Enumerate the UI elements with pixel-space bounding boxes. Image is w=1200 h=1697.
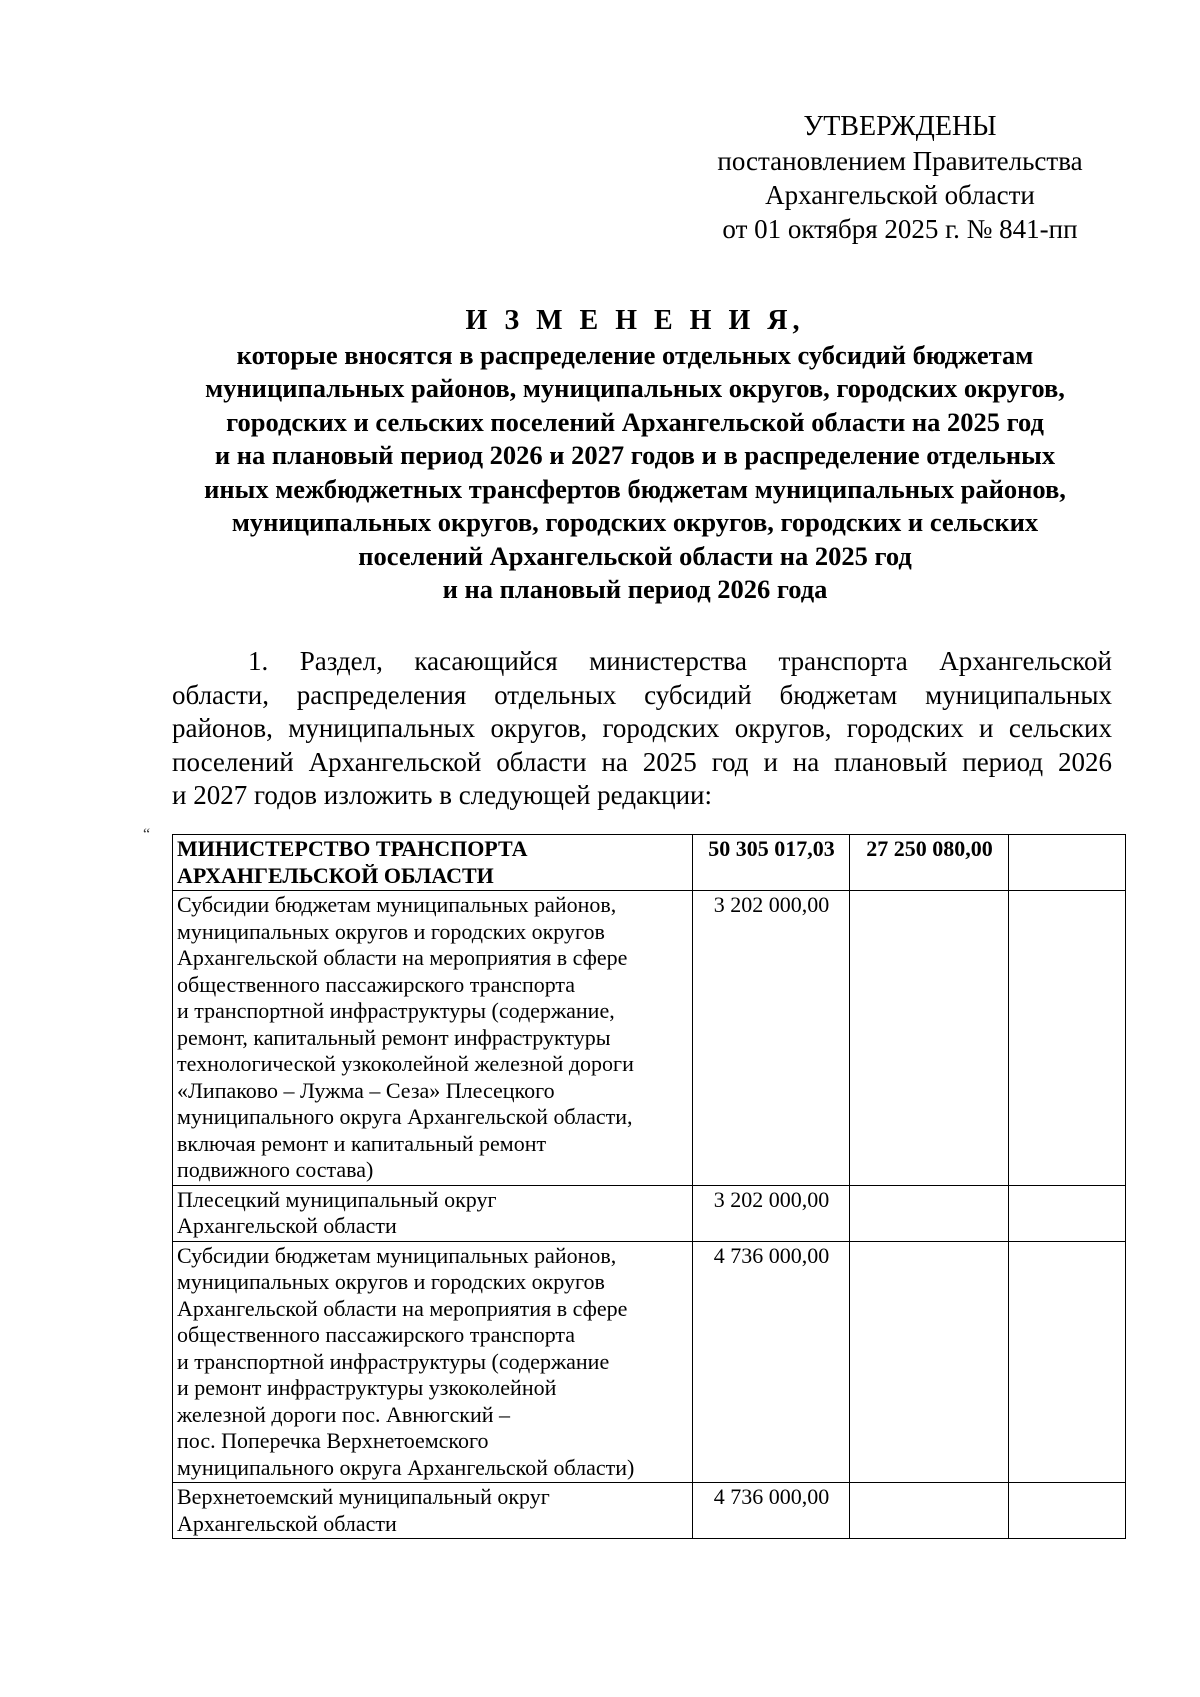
table-header-row	[173, 835, 1126, 891]
recipient-name-cell	[173, 1483, 693, 1539]
paragraph-line: области, распределения отдельных субсидий бюджетам муниципальных	[172, 679, 1112, 710]
recipient-name-line: и ремонт инфраструктуры узкоколейной	[177, 1375, 557, 1400]
title-line: муниципальных округов, городских округов, городских и сельских	[231, 507, 1039, 537]
amount-2027-cell	[1009, 1241, 1126, 1483]
approval-line: Архангельской области	[765, 180, 1035, 210]
approval-heading: УТВЕРЖДЕНЫ	[803, 111, 997, 142]
paragraph-line: районов, муниципальных округов, городских округов, городских и сельских	[172, 713, 1112, 743]
title-line: и на плановый период 2026 года	[442, 574, 828, 604]
recipient-name-line: технологической узкоколейной железной дороги	[177, 1051, 634, 1076]
document-title	[150, 304, 1120, 607]
amount-2025-cell: 3 202 000,00	[693, 891, 850, 1186]
recipient-name-line: Архангельской области	[177, 1213, 397, 1238]
paragraph-line: и 2027 годов изложить в следующей редакции:	[172, 780, 712, 810]
amount-2026-cell	[850, 891, 1009, 1186]
recipient-name-line: АРХАНГЕЛЬСКОЙ ОБЛАСТИ	[177, 862, 494, 888]
amount-2027-cell	[1009, 835, 1126, 891]
recipient-name-line: общественного пассажирского транспорта	[177, 971, 576, 997]
approval-date-line: от 01 октября 2025 г. № 841-пп	[722, 214, 1078, 244]
recipient-name-line: муниципального округа Архангельской области,	[177, 1104, 633, 1129]
body-paragraph	[172, 645, 1112, 813]
recipient-name-line: пос. Поперечка Верхнетоемского	[177, 1428, 489, 1453]
recipient-name-line: ремонт, капитальный ремонт инфраструктуры	[177, 1024, 611, 1050]
amount-2026-cell	[850, 1241, 1009, 1483]
title-line: поселений Архангельской области на 2025 год	[358, 540, 912, 571]
paragraph-line: поселений Архангельской области на 2025 год и на плановый период 2026	[172, 746, 1112, 777]
table-row	[173, 1483, 1126, 1539]
amount-2027-cell	[1009, 1483, 1126, 1539]
table-row	[173, 1185, 1126, 1241]
recipient-name-cell	[173, 835, 693, 891]
title-line: городских и сельских поселений Архангельской области на 2025 год	[226, 406, 1044, 437]
amount-2027-cell	[1009, 891, 1126, 1186]
subsidy-table	[172, 834, 1126, 1539]
amount-2026-cell	[850, 1483, 1009, 1539]
title-line: и на плановый период 2026 и 2027 годов и в распределение отдельных	[214, 440, 1056, 470]
recipient-name-cell	[173, 1241, 693, 1483]
recipient-name-line: МИНИСТЕРСТВО ТРАНСПОРТА	[177, 836, 528, 861]
recipient-name-line: подвижного состава)	[177, 1157, 374, 1182]
approval-stamp	[690, 110, 1110, 246]
recipient-name-line: Субсидии бюджетам муниципальных районов,	[177, 1242, 617, 1268]
title-line: муниципальных районов, муниципальных округов, городских округов,	[205, 373, 1065, 403]
amount-2026-cell	[850, 1185, 1009, 1241]
title-line: иных межбюджетных трансфертов бюджетам муниципальных районов,	[204, 473, 1066, 504]
amount-2026-cell: 27 250 080,00	[850, 835, 1009, 891]
recipient-name-line: муниципальных округов и городских округов	[177, 1269, 605, 1294]
recipient-name-line: Верхнетоемский муниципальный округ	[177, 1484, 550, 1509]
recipient-name-cell	[173, 891, 693, 1186]
recipient-name-line: муниципальных округов и городских округов	[177, 918, 605, 944]
recipient-name-cell	[173, 1185, 693, 1241]
recipient-name-line: муниципального округа Архангельской области)	[177, 1454, 635, 1480]
table-row	[173, 1241, 1126, 1483]
amount-2025-cell: 3 202 000,00	[693, 1185, 850, 1241]
recipient-name-line: включая ремонт и капитальный ремонт	[177, 1130, 547, 1156]
amount-2025-cell: 4 736 000,00	[693, 1241, 850, 1483]
recipient-name-line: и транспортной инфраструктуры (содержание	[177, 1348, 610, 1374]
recipient-name-line: железной дороги пос. Авнюгский –	[177, 1401, 511, 1427]
recipient-name-line: Архангельской области на мероприятия в сфере	[177, 1295, 628, 1321]
recipient-name-line: Плесецкий муниципальный округ	[177, 1186, 497, 1212]
amount-2025-cell: 4 736 000,00	[693, 1483, 850, 1539]
opening-quote-mark: “	[143, 826, 151, 843]
amount-2027-cell	[1009, 1185, 1126, 1241]
title-heading: И З М Е Н Е Н И Я,	[465, 305, 805, 336]
title-line: которые вносятся в распределение отдельных субсидий бюджетам	[236, 339, 1034, 370]
recipient-name-line: Субсидии бюджетам муниципальных районов,	[177, 892, 617, 917]
approval-line: постановлением Правительства	[717, 146, 1083, 176]
paragraph-line: 1. Раздел, касающийся министерства транспорта Архангельской	[248, 646, 1112, 676]
recipient-name-line: «Липаково – Лужма – Сеза» Плесецкого	[177, 1077, 555, 1103]
amount-2025-cell: 50 305 017,03	[693, 835, 850, 891]
recipient-name-line: общественного пассажирского транспорта	[177, 1322, 576, 1347]
table-row	[173, 891, 1126, 1186]
recipient-name-line: Архангельской области	[177, 1510, 397, 1536]
recipient-name-line: Архангельской области на мероприятия в сфере	[177, 945, 628, 970]
recipient-name-line: и транспортной инфраструктуры (содержание,	[177, 998, 615, 1023]
